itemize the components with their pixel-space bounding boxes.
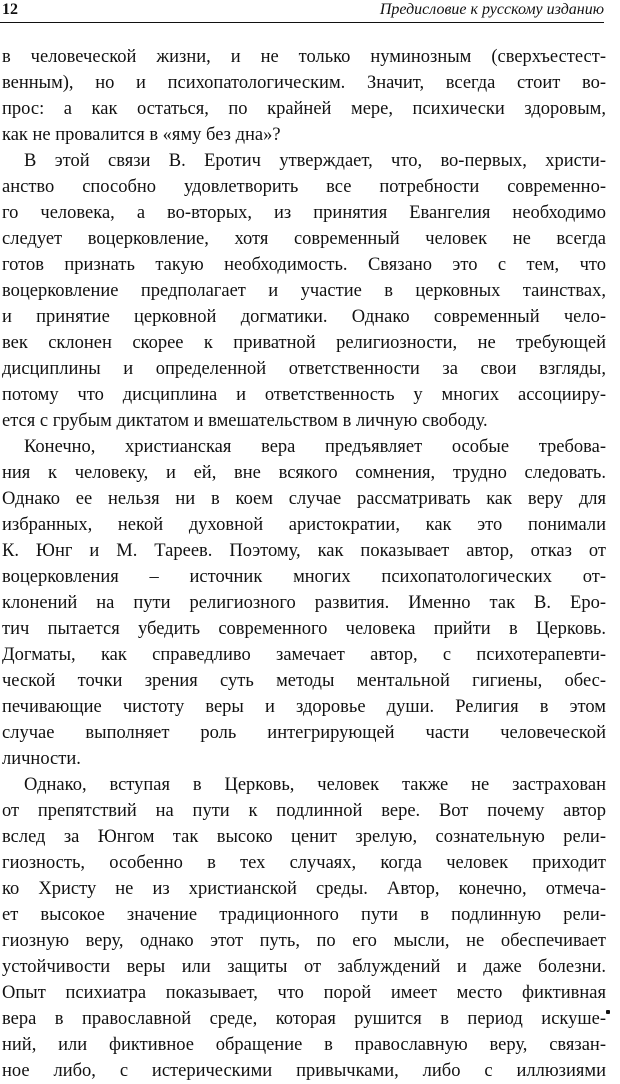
text-line: Опыт психиатра показывает, что порой имеет место фиктивная [2, 983, 606, 1003]
text-line: от препятствий на пути к подлинной вере. Вот почему автор [2, 801, 606, 821]
text-line: гиозную веру, однако этот путь, по его мысли, не обеспечивает [2, 931, 606, 951]
scan-mark [606, 1010, 610, 1014]
text-line: случае выполняет роль интегрирующей части человеческой [2, 723, 606, 743]
text-line: К. Юнг и М. Тареев. Поэтому, как показывает автор, отказ от [2, 541, 606, 561]
text-line: и принятие церковной догматики. Однако современный чело- [2, 307, 606, 327]
text-line: воцерковление предполагает и участие в церковных таинствах, [2, 281, 606, 301]
text-line: В этой связи В. Еротич утверждает, что, во-первых, христи- [24, 151, 606, 171]
page-number: 12 [2, 1, 18, 18]
text-line: Конечно, христианская вера предъявляет особые требова- [24, 437, 606, 457]
text-line: воцерковления – источник многих психопатологических от- [2, 567, 606, 587]
text-line: гиозность, особенно в тех случаях, когда человек приходит [2, 853, 606, 873]
text-line: личности. [2, 749, 81, 769]
text-line: дисциплины и определенной ответственности за свои взгляды, [2, 359, 606, 379]
text-line: прос: а как остаться, по крайней мере, психически здоровым, [2, 99, 606, 119]
text-line: как не провалится в «яму без дна»? [2, 125, 281, 145]
text-line: клонений на пути религиозного развития. Именно так В. Еро- [2, 593, 606, 613]
text-line: ет высокое значение традиционного пути в подлинную рели- [2, 905, 606, 925]
text-line: ческой точки зрения суть методы ментальной гигиены, обес- [2, 671, 606, 691]
text-line: Догматы, как справедливо замечает автор, с психотерапевти- [2, 645, 606, 665]
text-line: устойчивости веры или защиты от заблуждений и даже болезни. [2, 957, 606, 977]
text-line: ное либо, с истерическими привычками, либо с иллюзиями [2, 1061, 606, 1081]
text-line: ко Христу не из христианской среды. Автор, конечно, отмеча- [2, 879, 606, 899]
text-line: Однако, вступая в Церковь, человек также не застрахован [24, 775, 606, 795]
header-rule [0, 22, 604, 23]
text-line: готов признать такую необходимость. Связано это с тем, что [2, 255, 606, 275]
text-line: потому что дисциплина и ответственность у многих ассоцииру- [2, 385, 606, 405]
text-line: Однако ее нельзя ни в коем случае рассматривать как веру для [2, 489, 606, 509]
text-line: избранных, некой духовной аристократии, как это понимали [2, 515, 606, 535]
page-header [0, 0, 604, 22]
text-line: следует воцерковление, хотя современный человек не всегда [2, 229, 606, 249]
text-line: венным), но и психопатологическим. Значит, всегда стоит во- [2, 73, 606, 93]
running-head: Предисловие к русскому изданию [379, 1, 604, 18]
text-line: ний, или фиктивное обращение в православную веру, связан- [2, 1035, 606, 1055]
text-line: го человека, а во-вторых, из принятия Евангелия необходимо [2, 203, 606, 223]
text-line: анство способно удовлетворить все потребности современно- [2, 177, 606, 197]
text-line: век склонен скорее к приватной религиозности, не требующей [2, 333, 606, 353]
text-line: ния к человеку, и ей, вне всякого сомнения, трудно следовать. [2, 463, 606, 483]
text-line: ется с грубым диктатом и вмешательством в личную свободу. [2, 411, 488, 431]
text-line: вера в православной среде, которая рушится в период искуше- [2, 1009, 606, 1029]
text-line: в человеческой жизни, и не только нуминозным (сверхъестест- [2, 47, 606, 67]
text-line: вслед за Юнгом так высоко ценит зрелую, сознательную рели- [2, 827, 606, 847]
text-line: тич пытается убедить современного человека прийти в Церковь. [2, 619, 606, 639]
body-text [2, 44, 606, 1084]
text-line: печивающие чистоту веры и здоровье души. Религия в этом [2, 697, 606, 717]
